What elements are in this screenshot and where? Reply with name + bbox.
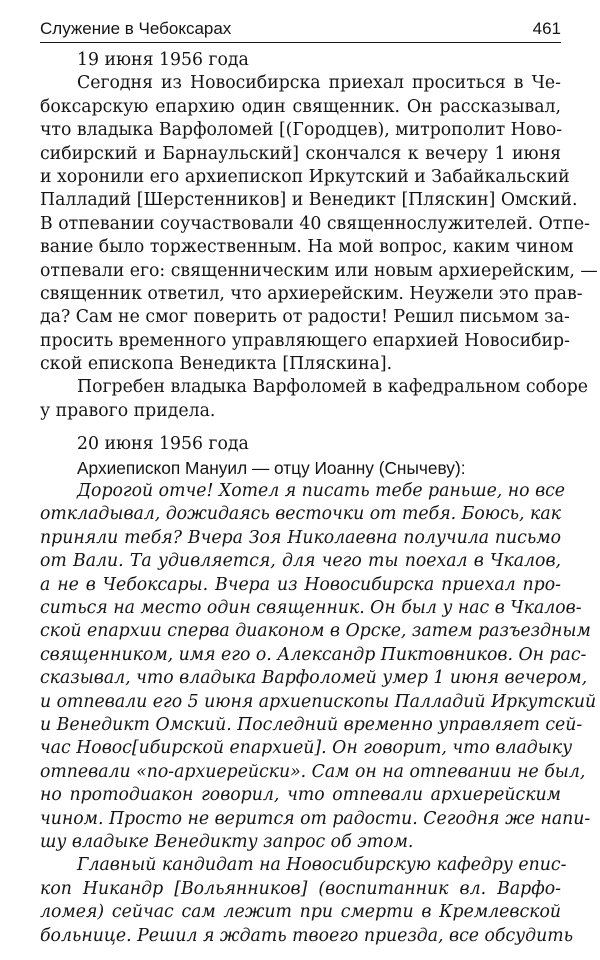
letter-paragraph bbox=[40, 854, 574, 948]
text-line: и хоронили его архиепископ Иркутский и Забайкальский bbox=[40, 166, 570, 187]
text-line: священник ответил, что архиерейским. Неужели это прав- bbox=[40, 283, 583, 304]
text-line: боксарскую епархию один священник. Он рассказывал, bbox=[40, 96, 561, 117]
running-title: Служение в Чебоксарах bbox=[40, 19, 232, 38]
diary-paragraph bbox=[40, 376, 589, 423]
text-line: Погребен владыка Варфоломей в кафедральном соборе bbox=[77, 377, 589, 398]
text-line: Палладий [Шерстенников] и Венедикт [Пляскин] Омский. bbox=[40, 190, 578, 211]
running-header bbox=[40, 18, 561, 43]
text-line: но протодиакон говорил, что отпевали архиерейским bbox=[40, 785, 561, 806]
page-number: 461 bbox=[532, 19, 561, 38]
text-line: шу владыке Венедикту запрос об этом. bbox=[40, 831, 414, 852]
text-line: Главный кандидат на Новосибирскую кафедру епис- bbox=[77, 855, 567, 876]
text-line: приняли тебя? Вчера Зоя Николаевна получила письмо bbox=[40, 527, 561, 548]
book-page bbox=[40, 18, 598, 948]
text-line: от Вали. Та удивляется, для чего ты поехал в Чкалов, bbox=[40, 551, 561, 572]
text-line: что владыка Варфоломей [(Городцев), митрополит Ново- bbox=[40, 120, 563, 141]
text-line: Дорогой отче! Хотел я писать тебе раньше, но все bbox=[77, 481, 566, 502]
text-line: у правого придела. bbox=[40, 400, 216, 421]
text-line: сибирский и Барнаульский] скончался к вечеру 1 июня bbox=[40, 143, 561, 164]
diary-paragraph bbox=[40, 72, 598, 376]
text-line: и отпевали его 5 июня архиепископы Палладий Иркутский bbox=[40, 691, 597, 712]
letter-paragraph bbox=[40, 480, 597, 854]
text-line: священником, имя его о. Александр Пиктовников. Он рас- bbox=[40, 644, 587, 665]
text-line: ской епархии сперва диаконом в Орске, затем разъездным bbox=[40, 621, 591, 642]
text-line: а не в Чебоксары. Вчера из Новосибирска приехал про- bbox=[40, 574, 561, 595]
text-line: вание было торжественным. На мой вопрос, каким чином bbox=[40, 237, 574, 258]
text-line: да? Сам не смог поверить от радости! Решил письмом за- bbox=[40, 307, 570, 328]
letter-heading: Архиепископ Мануил — отцу Иоанну (Снычеву): bbox=[77, 457, 466, 478]
entry-date: 19 июня 1956 года bbox=[77, 50, 249, 70]
text-line: сказывал, что владыка Варфоломей умер 1 июня вечером, bbox=[40, 668, 588, 689]
text-line: чином. Просто не верится от радости. Сегодня же напи- bbox=[40, 808, 591, 829]
text-line: коп Никандр [Вольянников] (воспитанник вл. Варфо- bbox=[40, 878, 561, 899]
text-line: больнице. Решил я ждать твоего приезда, все обсудить bbox=[40, 925, 574, 946]
text-line: отпевали его: священническим или новым архиерейским, — bbox=[40, 260, 598, 281]
text-line: и Венедикт Омский. Последний временно управляет сей- bbox=[40, 714, 583, 735]
text-line: ситься на место один священник. Он был у нас в Чкалов- bbox=[40, 598, 582, 619]
text-line: просить временного управляющего епархией Новосибир- bbox=[40, 330, 570, 351]
text-line: В отпевании соучаствовали 40 священнослужителей. Отпе- bbox=[40, 213, 590, 234]
text-line: час Новос[ибирской епархией]. Он говорит, что владыку bbox=[40, 738, 573, 759]
text-line: отпевали «по-архиерейски». Сам он на отпевании не был, bbox=[40, 761, 586, 782]
text-line: ской епископа Венедикта [Пляскина]. bbox=[40, 354, 393, 375]
text-line: Сегодня из Новосибирска приехал проситься в Че- bbox=[77, 73, 561, 94]
text-line: откладывал, дожидаясь весточки от тебя. Боюсь, как bbox=[40, 504, 561, 525]
entry-date: 20 июня 1956 года bbox=[77, 434, 249, 455]
text-line: ломея) сейчас сам лежит при смерти в Кремлевской bbox=[40, 902, 561, 923]
